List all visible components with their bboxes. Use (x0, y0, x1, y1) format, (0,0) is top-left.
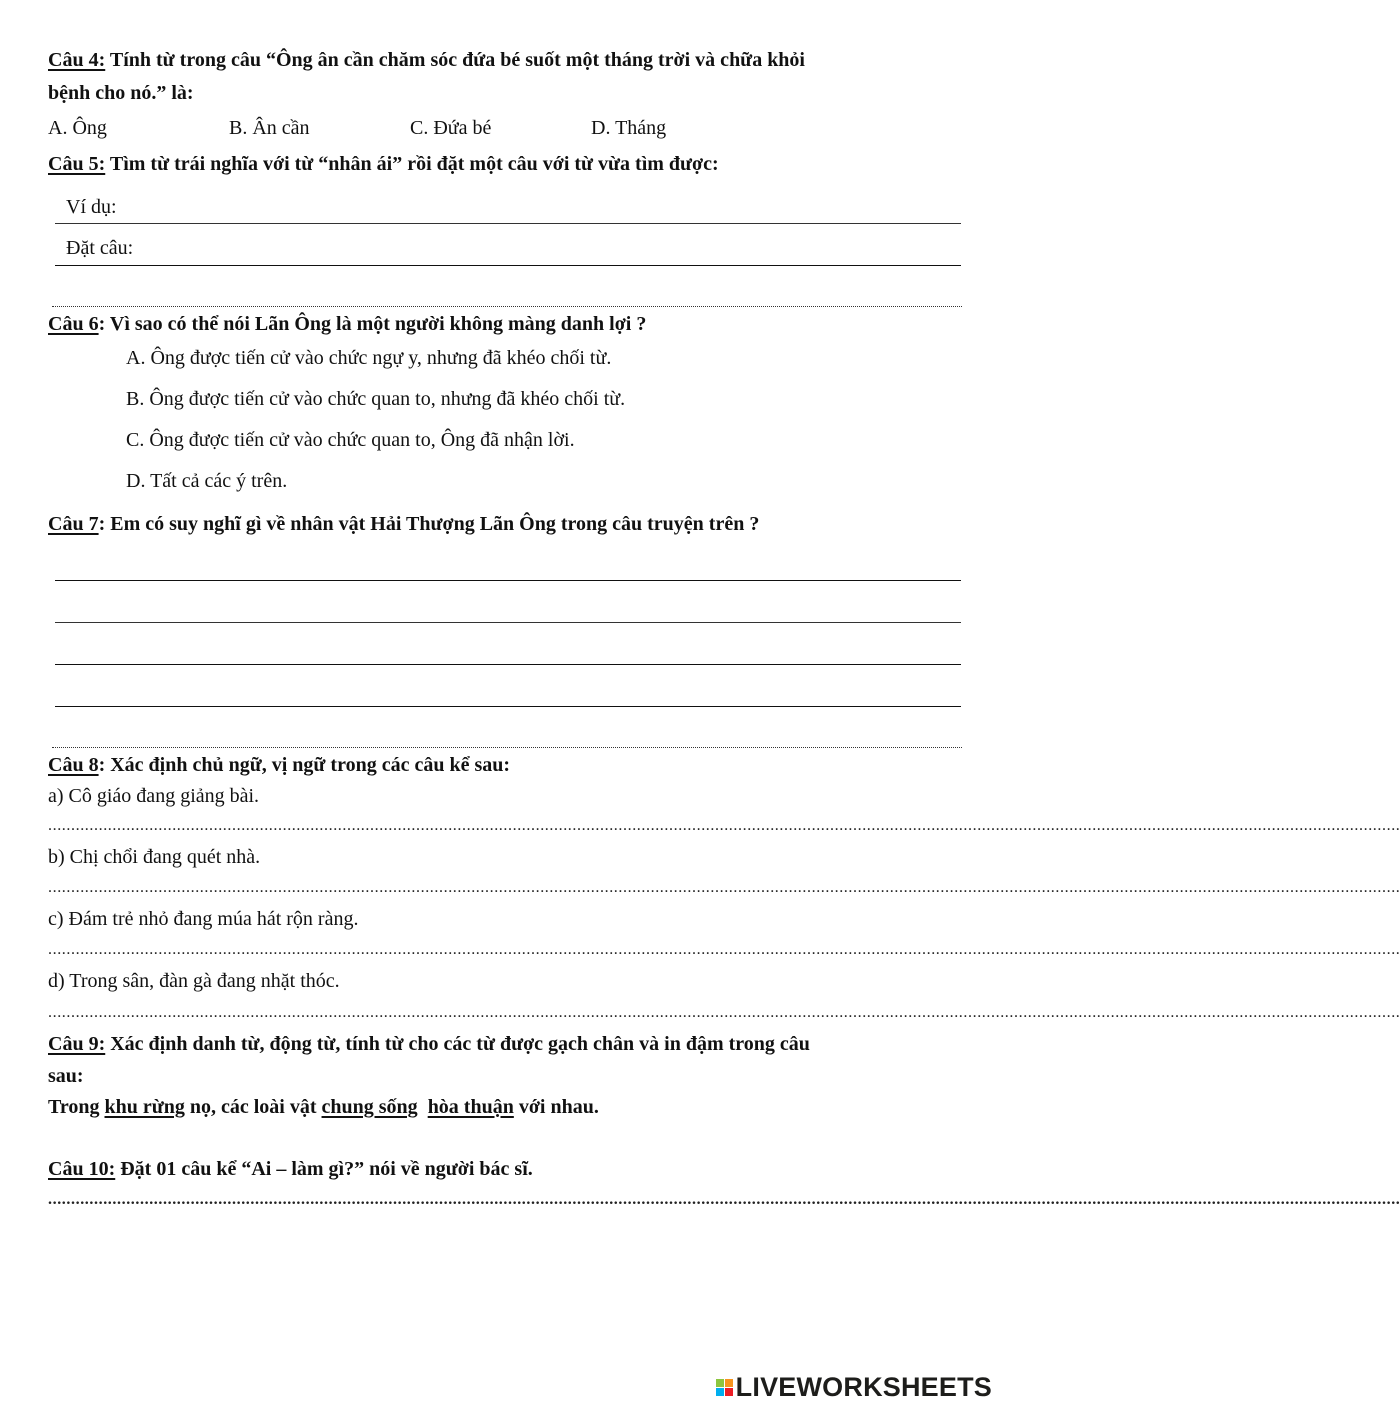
question-4 (48, 48, 805, 72)
example-label: Ví dụ: (66, 196, 117, 218)
sentence-part: Trong (48, 1096, 105, 1118)
question-5-label: Câu 5: (48, 153, 106, 175)
question-8-item-b: b) Chị chổi đang quét nhà. (48, 846, 261, 868)
question-4-option-b[interactable]: B. Ân cần (229, 117, 310, 139)
sentence-answer-line[interactable] (55, 265, 961, 266)
question-8-label: Câu 8 (48, 754, 99, 776)
answer-dotted-line[interactable]: ...................................................................................................................................................................................................................................................................................................... (48, 817, 1400, 834)
question-6 (48, 312, 646, 336)
answer-dotted-line[interactable]: ...................................................................................................................................................................................................................................................................................................... (48, 1004, 1400, 1021)
question-7-text: : Em có suy nghĩ gì về nhân vật Hải Thượng Lãn Ông trong câu truyện trên ? (98, 513, 760, 535)
question-5-text: Tìm từ trái nghĩa với từ “nhân ái” rồi đặt một câu với từ vừa tìm được: (105, 153, 719, 175)
question-8-item-c: c) Đám trẻ nhỏ đang múa hát rộn ràng. (48, 908, 359, 930)
question-4-option-a[interactable]: A. Ông (48, 117, 107, 139)
question-4-text-line1: Tính từ trong câu “Ông ân cần chăm sóc đứa bé suốt một tháng trời và chữa khỏi (105, 49, 805, 71)
example-answer-line[interactable] (55, 223, 961, 224)
sentence-part: nọ, các loài vật (184, 1096, 322, 1118)
question-4-option-d[interactable]: D. Tháng (591, 117, 667, 139)
question-8-item-a: a) Cô giáo đang giảng bài. (48, 785, 260, 807)
answer-dotted-line[interactable] (52, 747, 962, 748)
question-10 (48, 1157, 533, 1181)
sentence-part (418, 1096, 428, 1118)
underlined-word-chung-song[interactable]: chung sống (321, 1096, 418, 1118)
answer-line-2[interactable] (55, 622, 961, 623)
sentence-part: với nhau. (513, 1096, 599, 1118)
question-5 (48, 152, 719, 176)
question-4-label: Câu 4: (48, 49, 106, 71)
question-6-option-c[interactable]: C. Ông được tiến cử vào chức quan to, Ông đã nhận lời. (126, 429, 575, 451)
answer-line-1[interactable] (55, 580, 961, 581)
question-6-option-a[interactable]: A. Ông được tiến cử vào chức ngự y, nhưng đã khéo chối từ. (126, 347, 612, 369)
question-6-option-d[interactable]: D. Tất cả các ý trên. (126, 470, 288, 492)
question-7 (48, 512, 759, 536)
liveworksheets-logo-icon (716, 1379, 733, 1396)
question-6-text: : Vì sao có thể nói Lãn Ông là một người không màng danh lợi ? (98, 313, 647, 335)
question-9-text-line1: Xác định danh từ, động từ, tính từ cho các từ được gạch chân và in đậm trong câu (105, 1033, 810, 1055)
answer-dotted-line[interactable]: ...................................................................................................................................................................................................................................................................................................... (48, 941, 1400, 958)
question-8-item-d: d) Trong sân, đàn gà đang nhặt thóc. (48, 970, 340, 992)
underlined-word-hoa-thuan[interactable]: hòa thuận (427, 1096, 514, 1118)
answer-line-4[interactable] (55, 706, 961, 707)
question-8-text: : Xác định chủ ngữ, vị ngữ trong các câu kể sau: (98, 754, 511, 776)
answer-dotted-line[interactable]: ...................................................................................................................................................................................................................................................................................................... (48, 879, 1400, 896)
question-10-label: Câu 10: (48, 1158, 116, 1180)
liveworksheets-logo[interactable] (716, 1372, 992, 1403)
question-9-label: Câu 9: (48, 1033, 106, 1055)
underlined-word-khu-rung[interactable]: khu rừng (104, 1096, 185, 1118)
answer-line-3[interactable] (55, 664, 961, 665)
question-6-label: Câu 6 (48, 313, 99, 335)
question-4-text-line2: bệnh cho nó.” là: (48, 82, 194, 104)
brand-name: LIVEWORKSHEETS (735, 1372, 992, 1402)
question-9-sentence (48, 1095, 599, 1119)
answer-dotted-line[interactable] (52, 306, 962, 307)
question-7-label: Câu 7 (48, 513, 99, 535)
question-9-text-line2: sau: (48, 1065, 84, 1087)
question-10-text: Đặt 01 câu kể “Ai – làm gì?” nói về người bác sĩ. (115, 1158, 533, 1180)
answer-dotted-line[interactable]: ...................................................................................................................................................................................................................................................................................................... (48, 1191, 1400, 1208)
question-4-option-c[interactable]: C. Đứa bé (410, 117, 492, 139)
question-9 (48, 1032, 810, 1056)
sentence-label: Đặt câu: (66, 237, 134, 259)
question-8 (48, 753, 510, 777)
question-6-option-b[interactable]: B. Ông được tiến cử vào chức quan to, nhưng đã khéo chối từ. (126, 388, 626, 410)
